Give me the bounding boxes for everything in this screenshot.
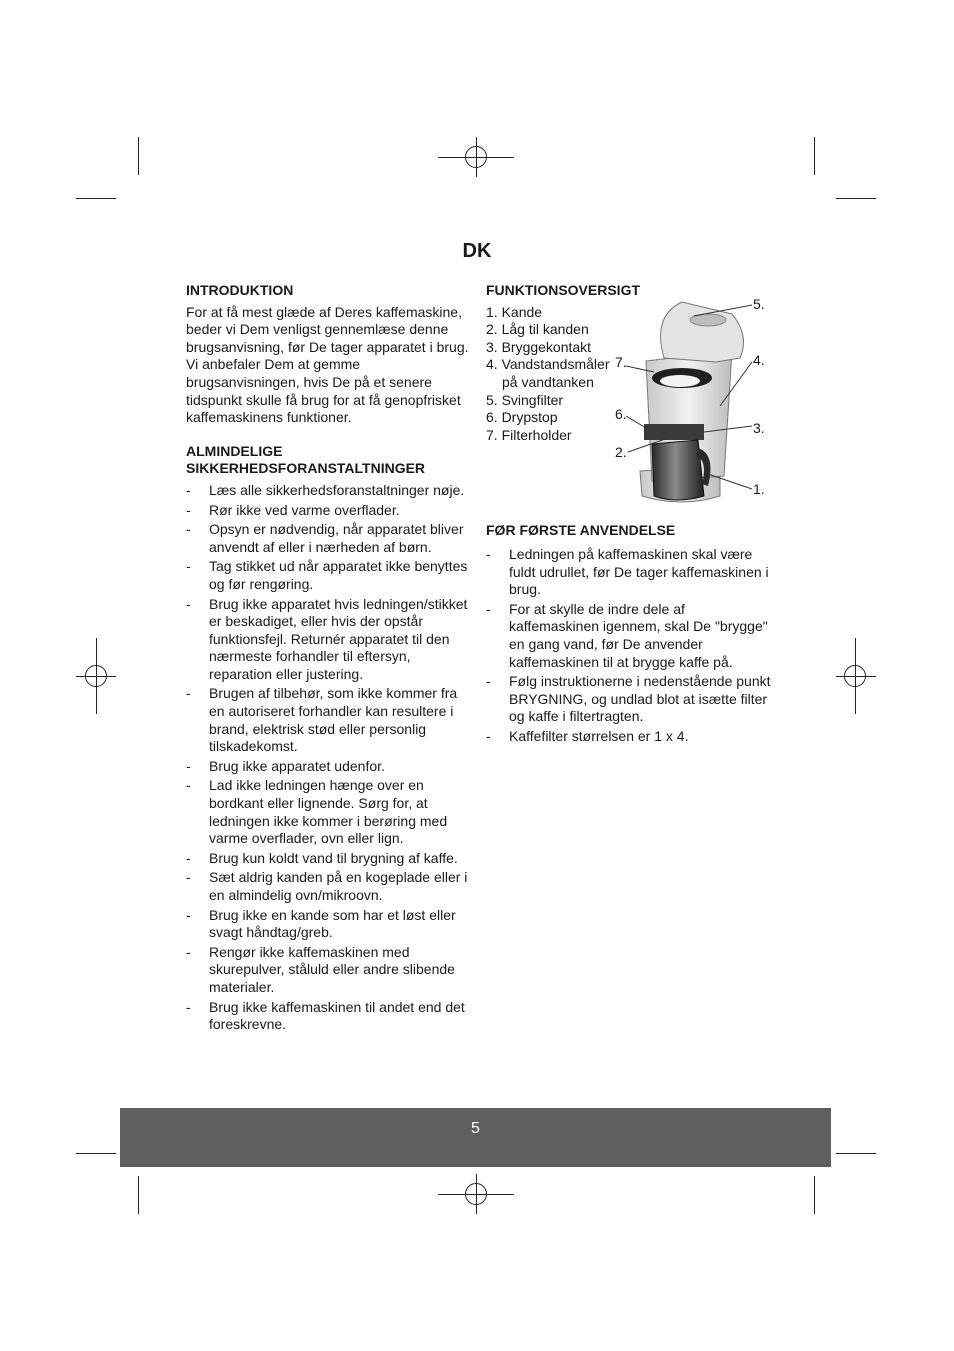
intro-paragraph: Vi anbefaler Dem at gemme brugsanvisningen, hvis De på et senere tidspunkt skulle få brug for at få genopfrisket kaffemaskinens funktioner.: [186, 356, 461, 426]
figure-label: 7.: [615, 354, 627, 370]
registration-circle: [85, 665, 107, 687]
part-item: 7. Filterholder: [486, 426, 572, 443]
figure-label: 3.: [753, 420, 765, 436]
first-use-list: [486, 546, 771, 746]
crop-mark: [76, 198, 116, 199]
list-item: - Tag stikket ud når apparatet ikke benyttes og før rengøring.: [186, 558, 471, 593]
language-heading: DK: [462, 240, 492, 262]
list-item: - Brug ikke apparatet hvis ledningen/stikket er beskadiget, eller hvis der opstår funktionsfejl. Returnér apparatet til den nærmeste forhandler til eftersyn, reparation eller justering.: [186, 596, 471, 684]
safety-heading: [186, 443, 471, 478]
figure-label: 6.: [615, 406, 627, 422]
crop-mark: [814, 137, 815, 175]
figure-label: 5.: [753, 296, 765, 312]
list-item: - Brug kun koldt vand til brygning af kaffe.: [186, 850, 471, 868]
list-item: - Brug ikke kaffemaskinen til andet end det foreskrevne.: [186, 999, 471, 1034]
left-column: [186, 282, 471, 1036]
safety-heading-line: ALMINDELIGE: [186, 442, 283, 459]
list-item: - Lad ikke ledningen hænge over en bordkant eller lignende. Sørg for, at ledningen ikke kommer i berøring med varme overflader, ovn eller lign.: [186, 777, 471, 847]
safety-heading-line: SIKKERHEDSFORANSTALTNINGER: [186, 460, 426, 477]
intro-heading: INTRODUKTION: [186, 282, 294, 298]
figure-label: 4.: [753, 352, 765, 368]
registration-circle: [844, 665, 866, 687]
crop-mark: [138, 1176, 139, 1214]
list-item: - Brug ikke en kande som har et løst eller svagt håndtag/greb.: [186, 907, 471, 942]
part-item: 4. Vandstandsmåler: [486, 356, 610, 373]
safety-list: [186, 482, 471, 1034]
figure-label: 2.: [615, 444, 627, 460]
overview-heading: FUNKTIONSOVERSIGT: [486, 282, 641, 298]
registration-circle: [465, 1183, 487, 1205]
list-item: - Brug ikke apparatet udenfor.: [186, 758, 471, 776]
part-item: 6. Drypstop: [486, 409, 558, 426]
page-number: 5: [471, 1120, 480, 1137]
list-item: - Ledningen på kaffemaskinen skal være fuldt udrullet, før De tager kaffemaskinen i brug.: [486, 546, 771, 599]
crop-mark: [76, 1153, 116, 1154]
page-footer: [120, 1108, 831, 1167]
part-item: 1. Kande: [486, 303, 543, 320]
list-item: - Opsyn er nødvendig, når apparatet bliver anvendt af eller i nærheden af børn.: [186, 521, 471, 556]
crop-mark: [138, 137, 139, 175]
crop-mark: [836, 198, 876, 199]
part-item: på vandtanken: [502, 373, 594, 390]
crop-mark: [836, 1153, 876, 1154]
list-item: - Rengør ikke kaffemaskinen med skurepulver, ståluld eller andre slibende materialer.: [186, 944, 471, 997]
list-item: - For at skylle de indre dele af kaffemaskinen igennem, skal De "brygge" en gang vand, før De anvender kaffemaskinen til at brygge kaffe på.: [486, 601, 771, 671]
part-item: 5. Svingfilter: [486, 391, 564, 408]
list-item: - Følg instruktionerne i nedenstående punkt BRYGNING, og undlad blot at isætte filter og kaffe i filtertragten.: [486, 673, 771, 726]
registration-circle: [465, 146, 487, 168]
first-use-heading: FØR FØRSTE ANVENDELSE: [486, 522, 676, 539]
figure-label: 1.: [753, 481, 765, 497]
coffee-maker-illustration: [612, 296, 772, 511]
list-item: - Sæt aldrig kanden på en kogeplade eller i en almindelig ovn/mikroovn.: [186, 869, 471, 904]
coffee-maker-drawing: [612, 296, 772, 511]
list-item: - Rør ikke ved varme overflader.: [186, 502, 471, 520]
intro-paragraph: For at få mest glæde af Deres kaffemaskine, beder vi Dem venligst gennemlæse denne brugsanvisning, før De tager apparatet i brug.: [186, 303, 469, 355]
list-item: - Brugen af tilbehør, som ikke kommer fra en autoriseret forhandler kan resultere i brand, elektrisk stød eller personlig tilskadekomst.: [186, 685, 471, 755]
crop-mark: [814, 1176, 815, 1214]
part-item: 3. Bryggekontakt: [486, 338, 592, 355]
part-item: 2. Låg til kanden: [486, 321, 589, 338]
list-item: - Læs alle sikkerhedsforanstaltninger nøje.: [186, 482, 471, 500]
list-item: - Kaffefilter størrelsen er 1 x 4.: [486, 728, 771, 746]
